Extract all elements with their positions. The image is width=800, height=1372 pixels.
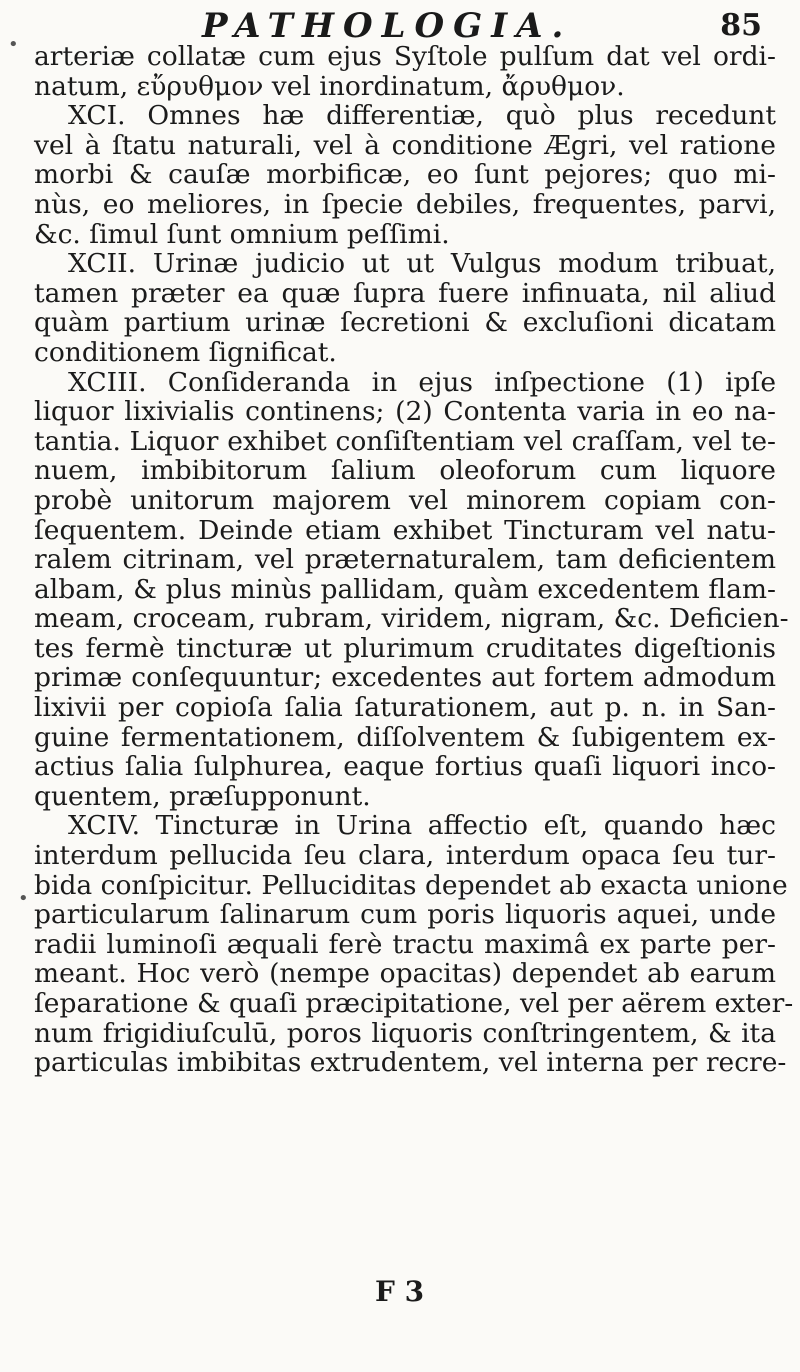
text-line: ſequentem. Deinde etiam exhibet Tincturam vel natu- — [34, 514, 776, 546]
running-head: PATHOLOGIA. — [202, 6, 573, 46]
text-line: ralem citrinam, vel præternaturalem, tam deficientem — [34, 544, 776, 576]
section-start-line: XCIV. Tincturæ in Urina affectio eſt, quando hæc — [68, 810, 776, 842]
text-line: nuem, imbibitorum ſalium oleoforum cum liquore — [34, 455, 776, 487]
text-line: albam, & plus minùs pallidam, quàm excedentem flam- — [34, 573, 776, 605]
text-line: guine fermentationem, diſſolventem & ſubigentem ex- — [34, 721, 776, 753]
text-line: actius ſalia ſulphurea, eaque fortius quaſi liquori inco- — [34, 751, 776, 783]
margin-mark: • — [18, 888, 29, 909]
page-number: 85 — [720, 8, 762, 43]
text-line: tes fermè tincturæ ut plurimum cruditates digeſtionis — [34, 632, 776, 664]
text-line: particulas imbibitas extrudentem, vel interna per recre- — [34, 1047, 787, 1079]
text-line: vel à ſtatu naturali, vel à conditione Ægri, vel ratione — [34, 129, 776, 161]
text-line: quàm partium urinæ ſecretioni & excluſioni dicatam — [34, 307, 776, 339]
text-line: morbi & cauſæ morbificæ, eo ſunt pejores; quo mi- — [34, 159, 776, 191]
text-line: tamen præter ea quæ ſupra fuere infinuata, nil aliud — [34, 277, 776, 309]
text-line: num frigidiuſculū, poros liquoris conſtringentem, & ita — [34, 1017, 776, 1049]
section-start-line: XCI. Omnes hæ differentiæ, quò plus recedunt — [68, 100, 776, 132]
text-line: natum, εὔρυθμον vel inordinatum, ἄρυθμον. — [34, 70, 625, 102]
text-line: bida conſpicitur. Pelluciditas dependet ab exacta unione — [34, 869, 788, 901]
body-text — [34, 41, 794, 1079]
text-line: interdum pellucida ſeu clara, interdum opaca ſeu tur- — [34, 840, 776, 872]
text-line: nùs, eo meliores, in ſpecie debiles, frequentes, parvi, — [34, 188, 776, 220]
margin-mark: • — [8, 34, 19, 55]
text-line: &c. ſimul ſunt omnium peſſimi. — [34, 218, 450, 250]
text-line: radii luminoſi æquali ferè tractu maximâ ex parte per- — [34, 928, 776, 960]
text-line: ſeparatione & quaſi præcipitatione, vel per aërem exter- — [34, 988, 794, 1019]
section-start-line: XCIII. Conſideranda in ejus inſpectione (1) ipſe — [68, 366, 776, 398]
text-line: particularum ſalinarum cum poris liquoris aquei, unde — [34, 899, 776, 931]
text-line: probè unitorum majorem vel minorem copiam con- — [34, 484, 776, 516]
text-line: quentem, præſupponunt. — [34, 780, 371, 812]
text-line: arteriæ collatæ cum ejus Syſtole pulſum dat vel ordi- — [34, 41, 776, 72]
text-line: meam, croceam, rubram, viridem, nigram, &c. Deficien- — [34, 603, 789, 635]
text-line: tantia. Liquor exhibet conſiſtentiam vel craſſam, vel te- — [34, 425, 776, 457]
text-line: lixivii per copioſa ſalia ſaturationem, aut p. n. in San- — [34, 692, 776, 724]
text-line: liquor lixivialis continens; (2) Contenta varia in eo na- — [34, 396, 776, 428]
section-start-line: XCII. Urinæ judicio ut ut Vulgus modum tribuat, — [68, 248, 776, 280]
signature-mark: F 3 — [375, 1275, 425, 1308]
text-line: conditionem ſignificat. — [34, 336, 337, 368]
page-header — [190, 6, 770, 46]
text-line: meant. Hoc verò (nempe opacitas) dependet ab earum — [34, 958, 776, 990]
text-line: primæ conſequuntur; excedentes aut fortem admodum — [34, 662, 776, 694]
